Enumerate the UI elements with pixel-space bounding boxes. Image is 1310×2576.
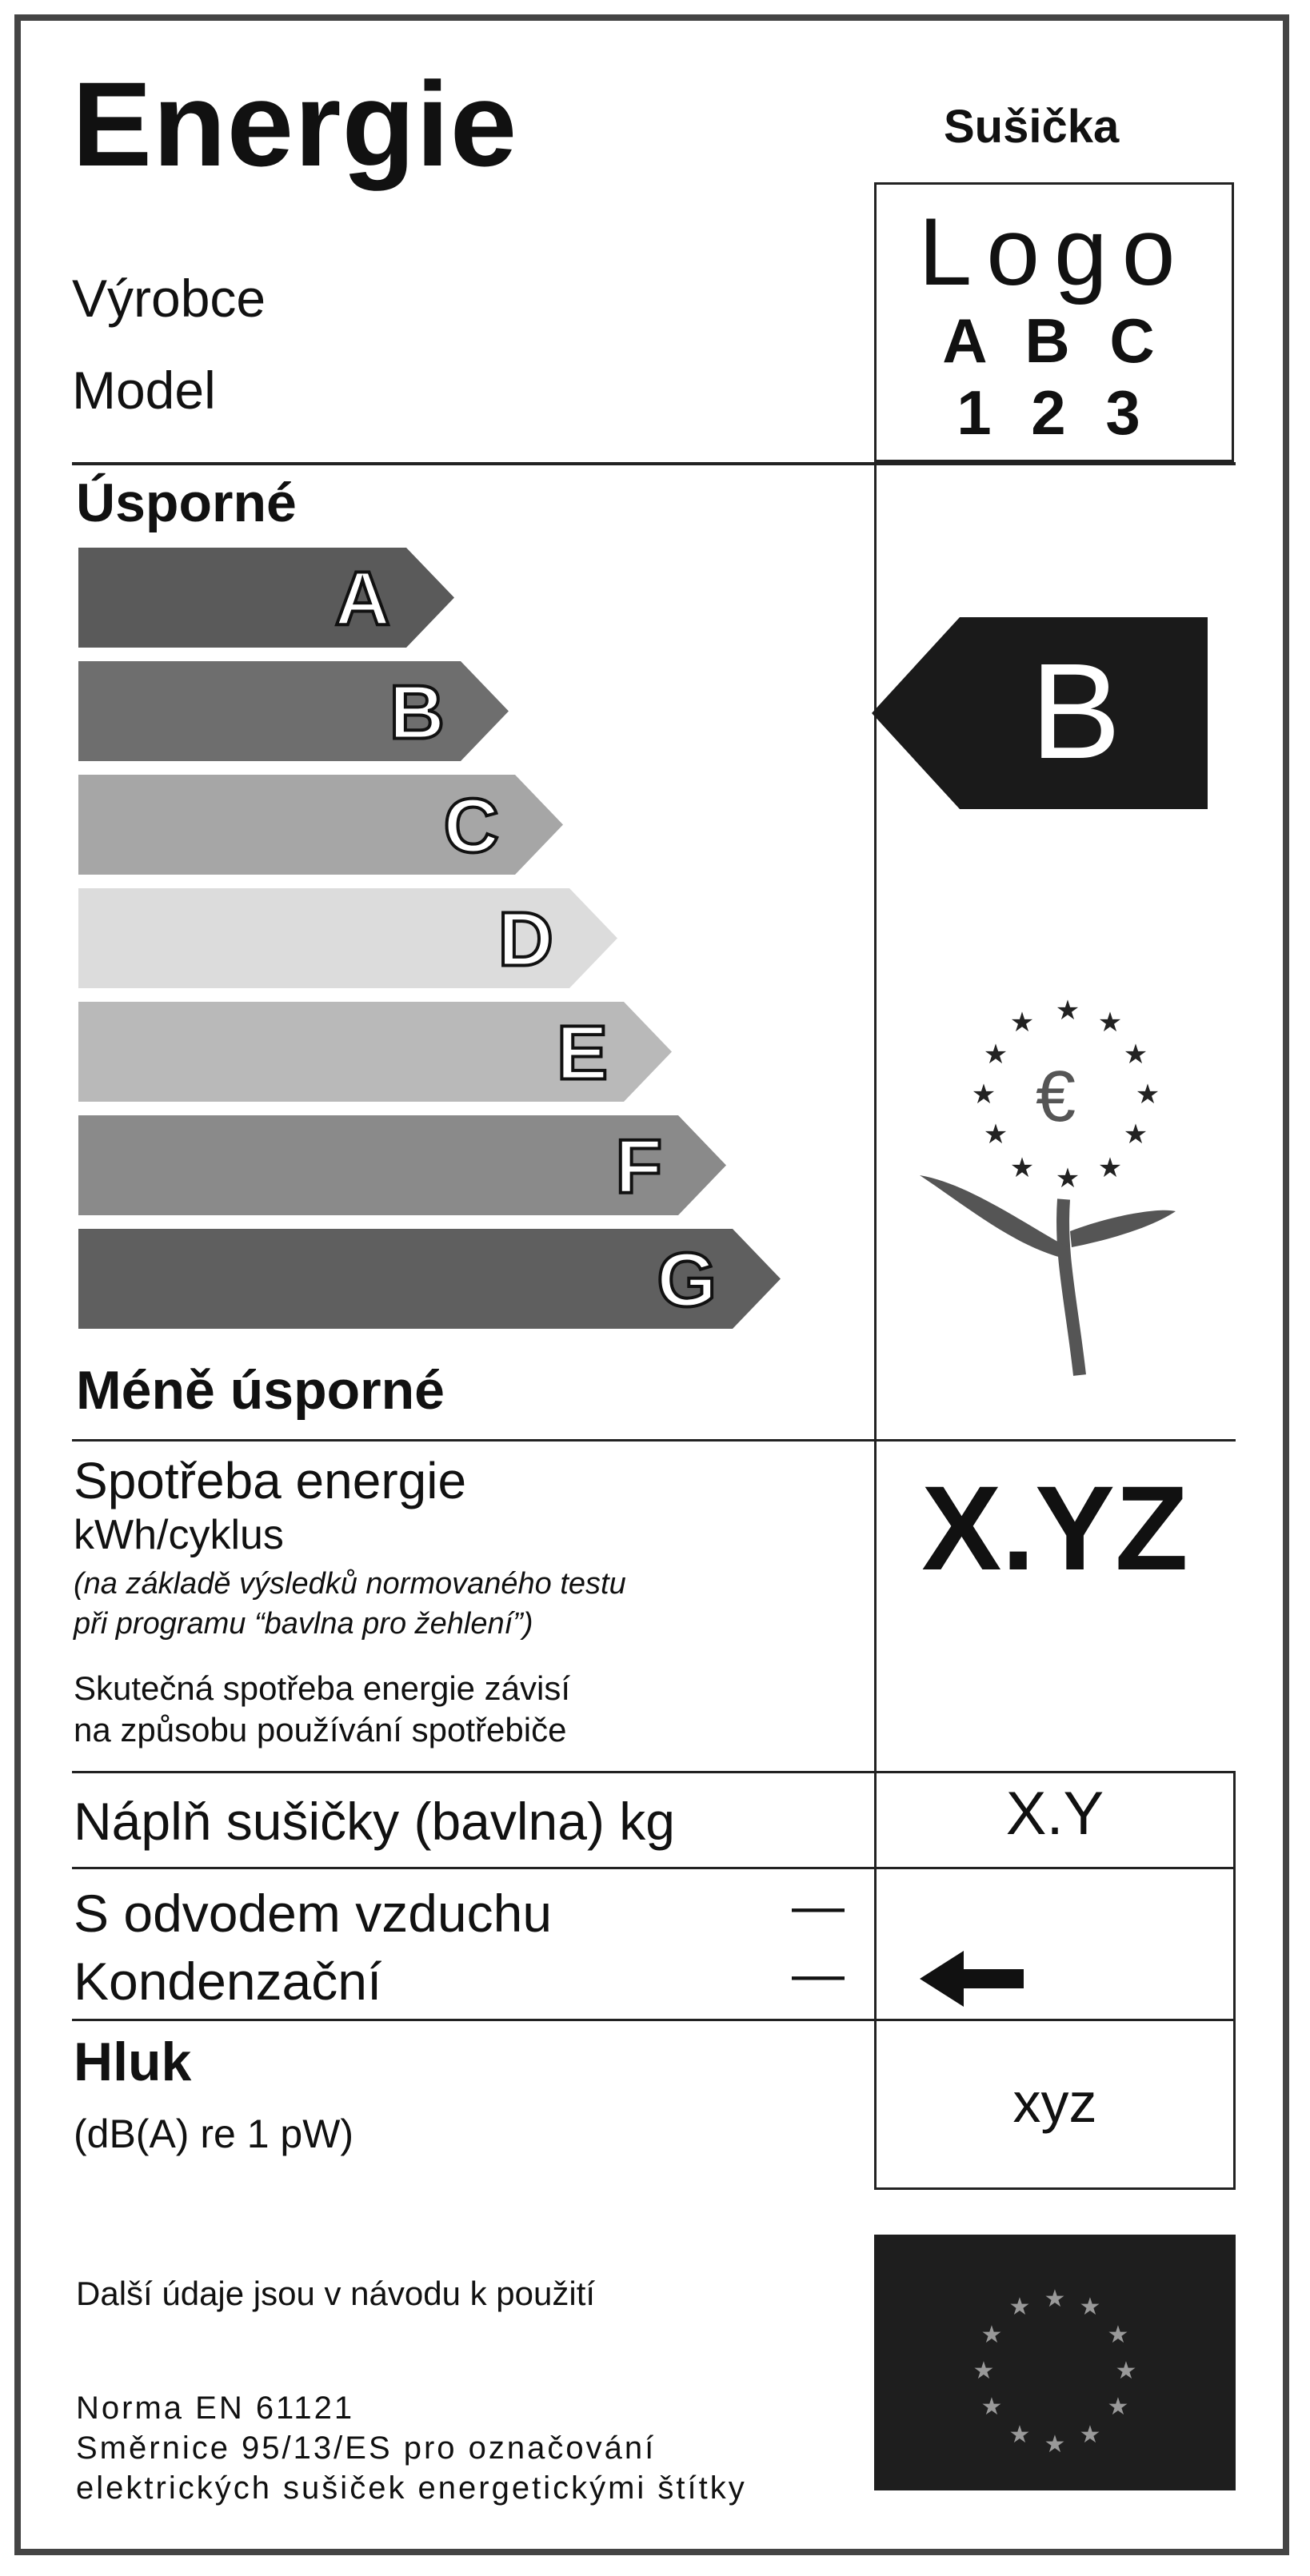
svg-text:★: ★ bbox=[1079, 2294, 1101, 2320]
scale-bottom-label: Méně úsporné bbox=[76, 1360, 445, 1421]
svg-text:€: € bbox=[1035, 1057, 1076, 1137]
model-label: Model bbox=[72, 361, 216, 420]
appliance-type: Sušička bbox=[944, 101, 1120, 153]
svg-text:★: ★ bbox=[973, 2358, 995, 2384]
footer-directive-2: elektrických sušiček energetickými štítky bbox=[76, 2470, 747, 2506]
capacity-value: X.Y bbox=[1005, 1780, 1104, 1848]
class-letter-g: G bbox=[657, 1237, 717, 1323]
footer-norm: Norma EN 61121 bbox=[76, 2391, 355, 2426]
svg-text:★: ★ bbox=[981, 2394, 1003, 2420]
svg-text:★: ★ bbox=[1008, 2422, 1031, 2448]
svg-text:★: ★ bbox=[1107, 2322, 1129, 2348]
svg-text:★: ★ bbox=[1044, 2286, 1066, 2312]
logo-line-2: 1 2 3 bbox=[957, 377, 1152, 448]
consumption-note-1: (na základě výsledků normovaného testu bbox=[74, 1567, 626, 1601]
class-letter-b: B bbox=[389, 669, 445, 756]
consumption-value: X.YZ bbox=[921, 1461, 1188, 1595]
svg-text:★: ★ bbox=[983, 1119, 1008, 1150]
svg-text:★: ★ bbox=[1123, 1119, 1148, 1150]
svg-text:★: ★ bbox=[1079, 2422, 1101, 2448]
svg-text:★: ★ bbox=[971, 1079, 996, 1110]
type-option-2: Kondenzační bbox=[74, 1952, 382, 2011]
logo-line-1: A B C bbox=[942, 305, 1166, 376]
type-option-1-mark: — bbox=[792, 1876, 845, 1935]
manufacturer-label: Výrobce bbox=[72, 269, 266, 328]
svg-text:★: ★ bbox=[1097, 1007, 1123, 1038]
svg-text:★: ★ bbox=[1009, 1007, 1035, 1038]
logo-word: Logo bbox=[918, 198, 1190, 305]
capacity-label: Náplň sušičky (bavlna) kg bbox=[74, 1792, 675, 1851]
svg-text:★: ★ bbox=[1009, 1153, 1035, 1183]
eu-ecolabel-icon bbox=[920, 983, 1200, 1383]
svg-text:★: ★ bbox=[983, 1039, 1008, 1070]
consumption-note-2: při programu “bavlna pro žehlení”) bbox=[74, 1607, 533, 1641]
label-title: Energie bbox=[72, 57, 518, 191]
type-option-1: S odvodem vzduchu bbox=[74, 1884, 553, 1943]
svg-text:★: ★ bbox=[1135, 1079, 1160, 1110]
footer-info: Další údaje jsou v návodu k použití bbox=[76, 2275, 596, 2312]
class-letter-e: E bbox=[556, 1010, 608, 1096]
consumption-real-2: na způsobu používání spotřebiče bbox=[74, 1711, 567, 1749]
svg-text:★: ★ bbox=[1055, 1163, 1080, 1194]
svg-text:★: ★ bbox=[981, 2322, 1003, 2348]
consumption-title: Spotřeba energie bbox=[74, 1452, 467, 1509]
selected-type-arrow-icon bbox=[920, 1947, 1032, 2011]
rating-letter: B bbox=[1030, 636, 1121, 788]
class-letter-f: F bbox=[615, 1123, 662, 1210]
footer-directive-1: Směrnice 95/13/ES pro označování bbox=[76, 2430, 657, 2466]
noise-unit: (dB(A) re 1 pW) bbox=[74, 2111, 354, 2156]
svg-text:★: ★ bbox=[1008, 2294, 1031, 2320]
svg-text:★: ★ bbox=[1107, 2394, 1129, 2420]
eu-flag-icon bbox=[874, 2235, 1236, 2490]
class-letter-c: C bbox=[443, 783, 499, 869]
noise-value: xyz bbox=[1012, 2072, 1097, 2134]
consumption-unit: kWh/cyklus bbox=[74, 1512, 284, 1558]
svg-text:★: ★ bbox=[1044, 2431, 1066, 2458]
class-arrow-a bbox=[78, 548, 454, 648]
class-letter-d: D bbox=[497, 896, 553, 983]
svg-text:★: ★ bbox=[1115, 2358, 1137, 2384]
svg-text:★: ★ bbox=[1097, 1153, 1123, 1183]
consumption-real-1: Skutečná spotřeba energie závisí bbox=[74, 1669, 571, 1707]
svg-text:★: ★ bbox=[1123, 1039, 1148, 1070]
class-letter-a: A bbox=[334, 556, 390, 642]
scale-top-label: Úsporné bbox=[76, 473, 297, 533]
type-option-2-mark: — bbox=[792, 1944, 845, 2003]
noise-title: Hluk bbox=[74, 2032, 192, 2092]
svg-text:★: ★ bbox=[1055, 995, 1080, 1026]
